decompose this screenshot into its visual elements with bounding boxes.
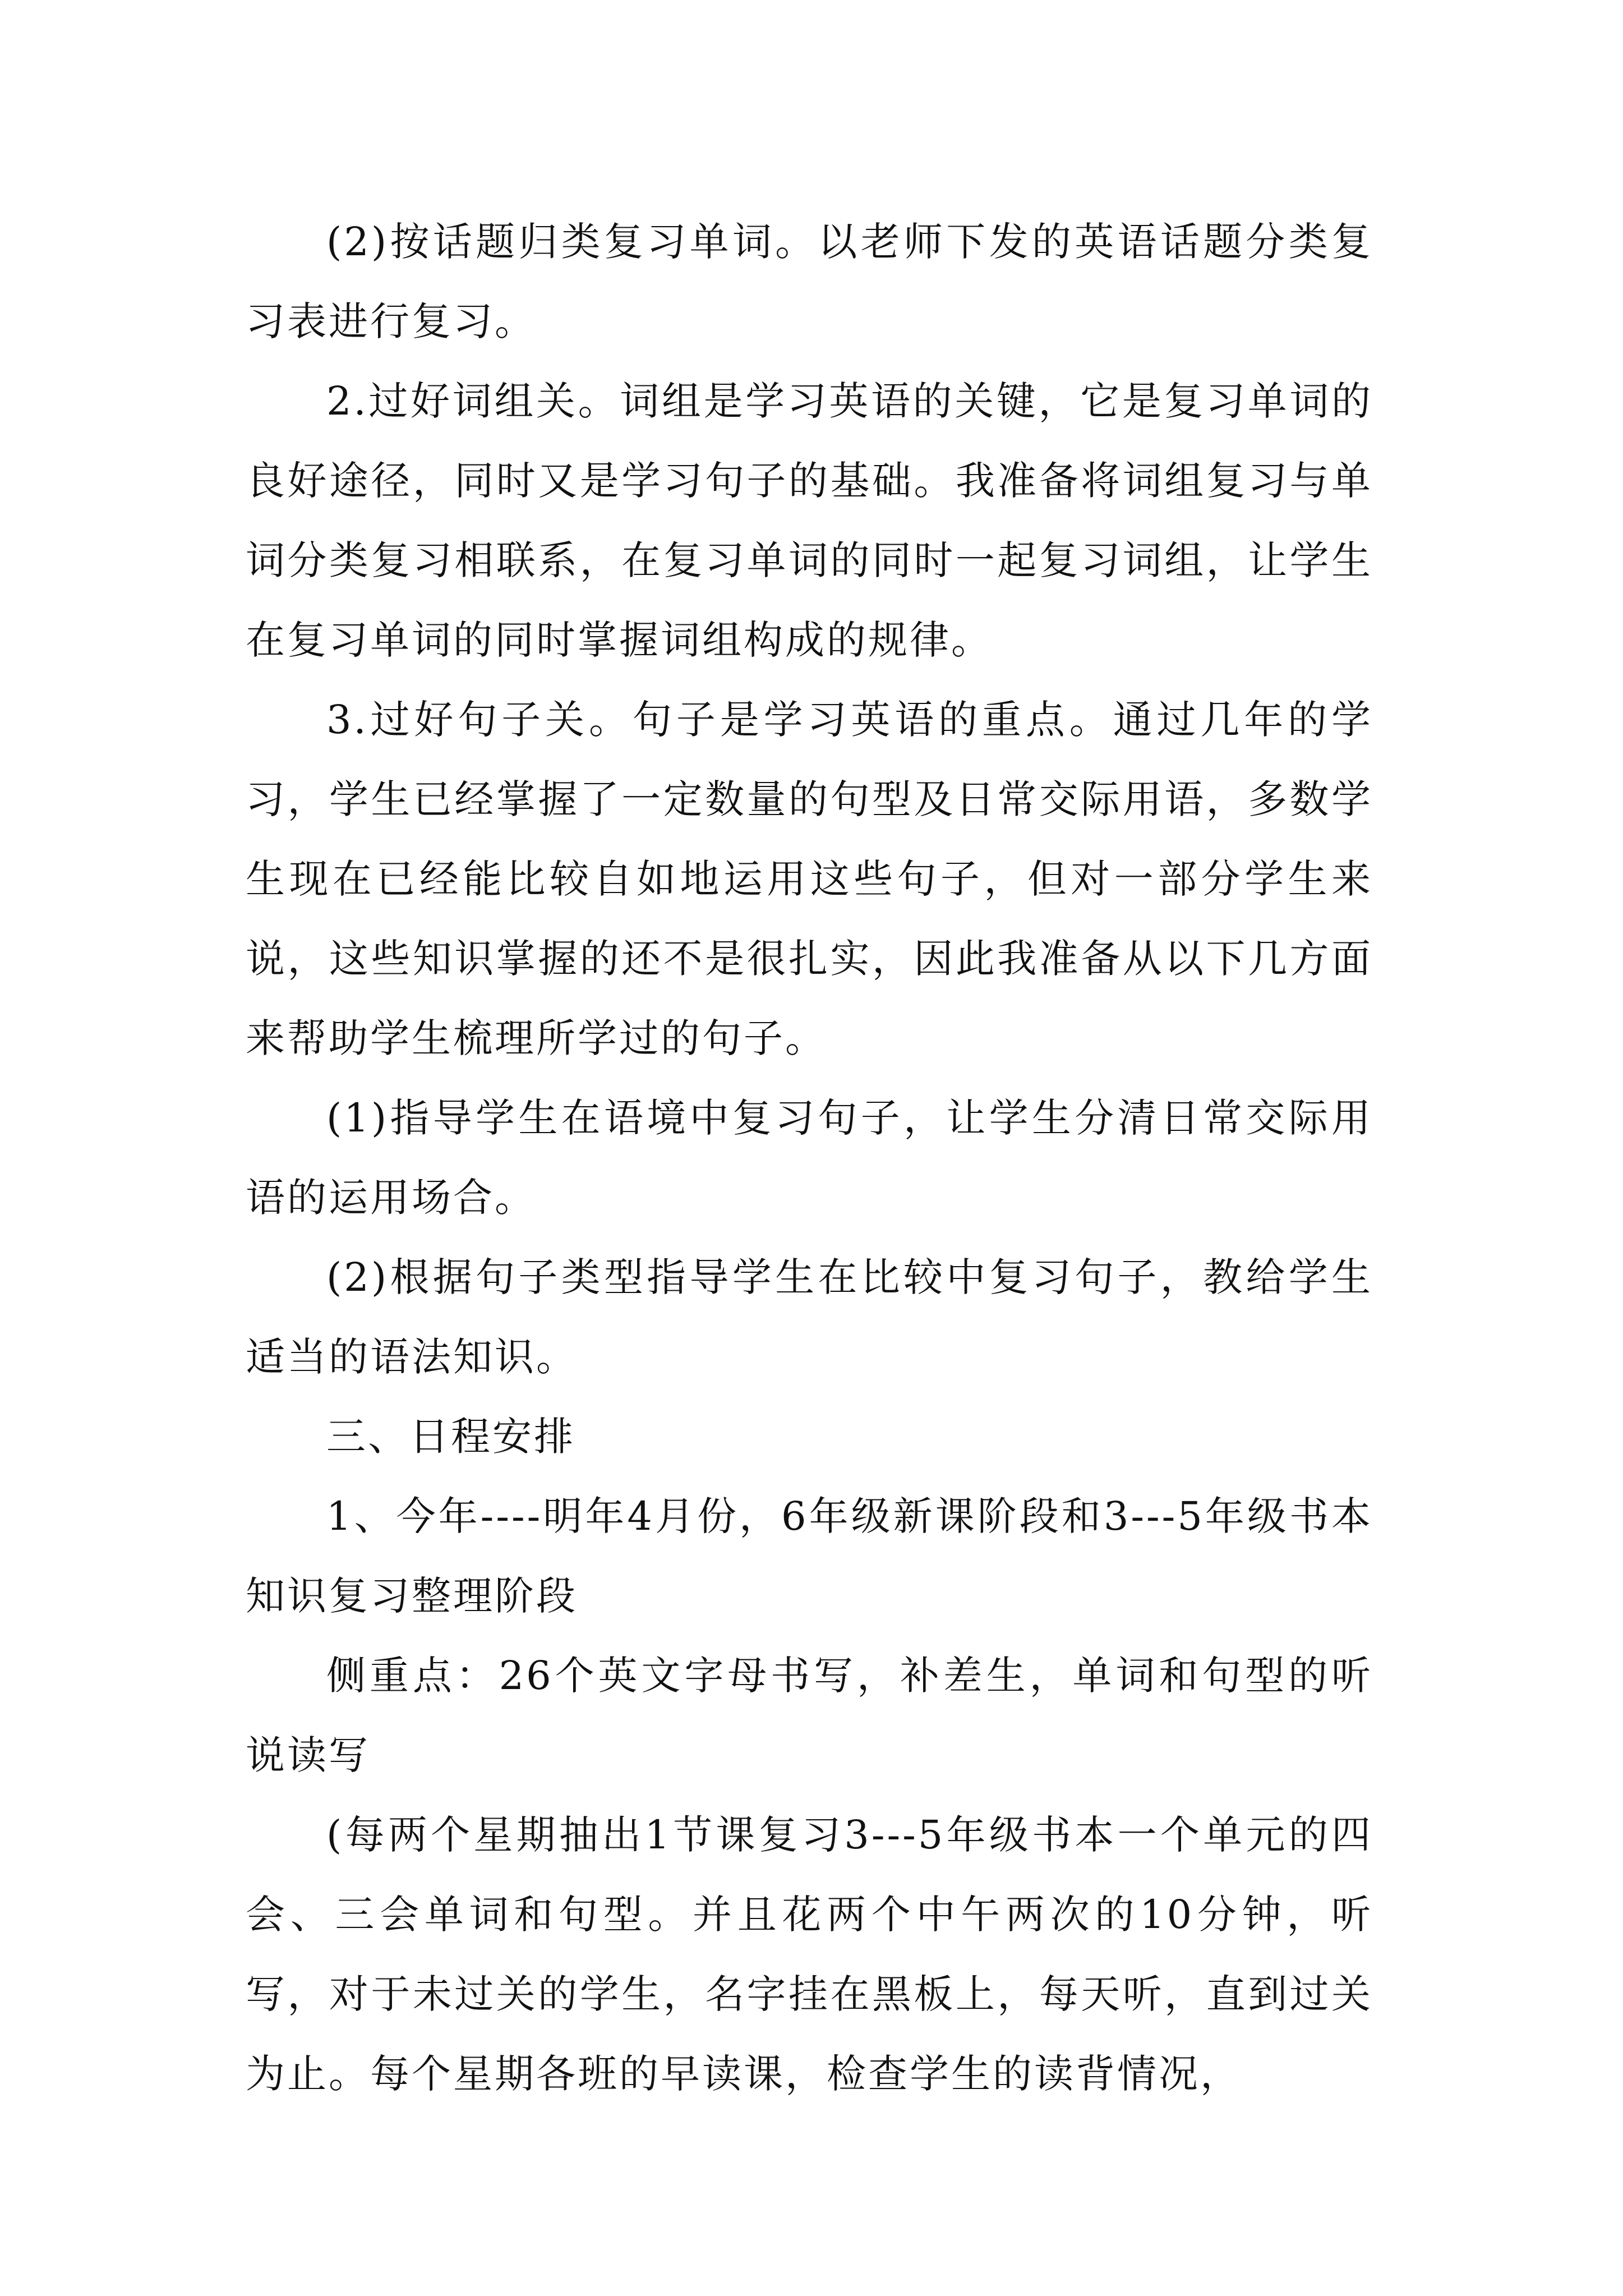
paragraph-biweekly-review: (每两个星期抽出1节课复习3---5年级书本一个单元的四会、三会单词和句型。并且花两个中午两次的10分钟，听写，对于未过关的学生，名字挂在黑板上，每天听，直到过关为止。每个星期各班的早读课，检查学生的读背情况，: [246, 1812, 1373, 2097]
paragraph-sentence-types: (2)根据句子类型指导学生在比较中复习句子，教给学生适当的语法知识。: [246, 1254, 1373, 1380]
paragraph-review-by-topic: (2)按话题归类复习单词。以老师下发的英语话题分类复习表进行复习。: [246, 219, 1373, 344]
paragraph-phrases: 2.过好词组关。词组是学习英语的关键，它是复习单词的良好途径，同时又是学习句子的基础。我准备将词组复习与单词分类复习相联系，在复习单词的同时一起复习词组，让学生在复习单词的同时掌握词组构成的规律。: [246, 378, 1373, 663]
section-heading-schedule: 三、日程安排: [326, 1414, 575, 1460]
paragraph-sentences: 3.过好句子关。句子是学习英语的重点。通过几年的学习，学生已经掌握了一定数量的句型及日常交际用语，多数学生现在已经能比较自如地运用这些句子，但对一部分学生来说，这些知识掌握的还不是很扎实，因此我准备从以下几方面来帮助学生梳理所学过的句子。: [246, 697, 1373, 1061]
paragraph-context-review: (1)指导学生在语境中复习句子，让学生分清日常交际用语的运用场合。: [246, 1095, 1373, 1221]
document-body: [246, 202, 1373, 2114]
paragraph-focus-points: 侧重点：26个英文字母书写，补差生，单词和句型的听说读写: [246, 1653, 1373, 1778]
paragraph-schedule-phase: 1、今年----明年4月份，6年级新课阶段和3---5年级书本知识复习整理阶段: [246, 1493, 1373, 1619]
